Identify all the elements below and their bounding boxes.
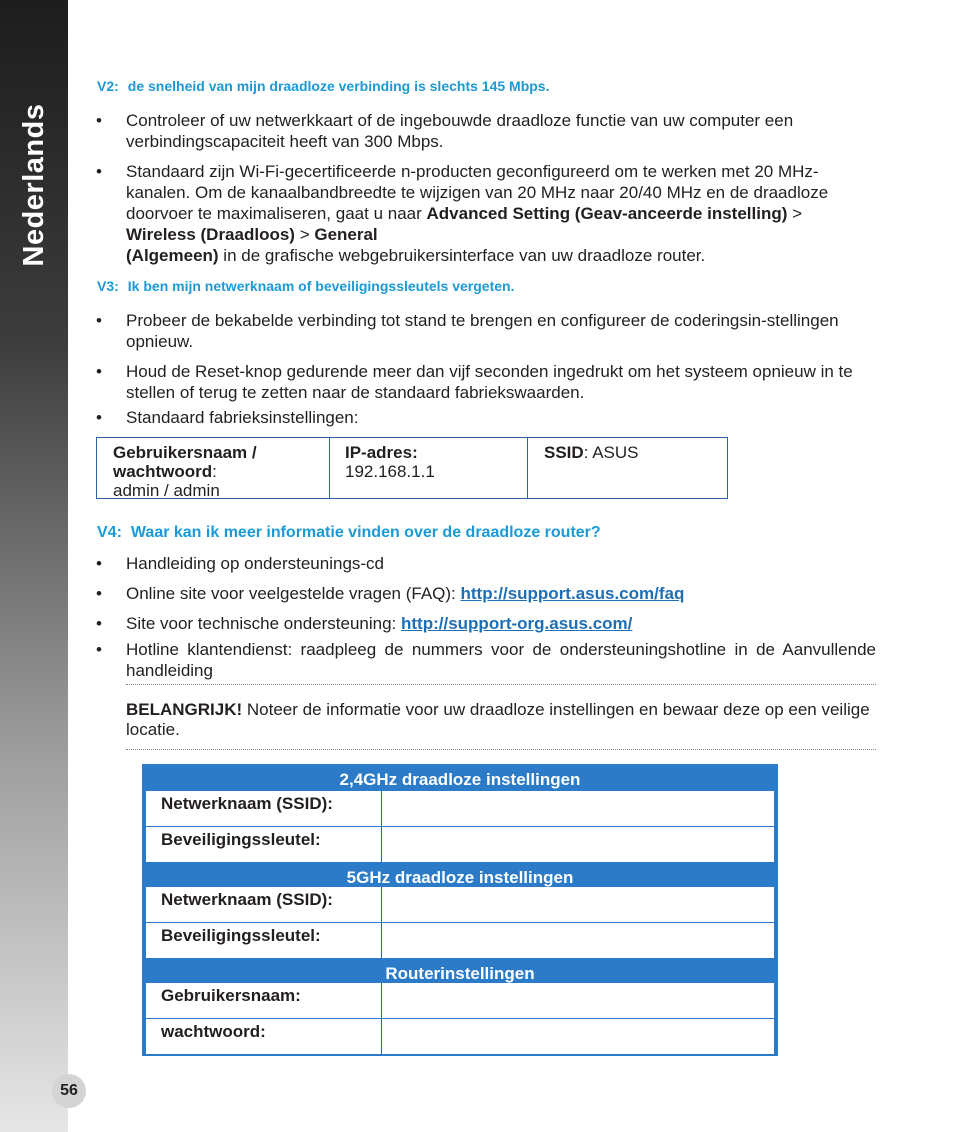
router-pass-label: wachtwoord: [146, 1019, 382, 1054]
question-v3-heading [97, 278, 514, 294]
question-title: de snelheid van mijn draadloze verbinding is slechts 145 Mbps. [127, 78, 550, 94]
important-label: BELANGRIJK! [126, 700, 243, 719]
question-title: Waar kan ik meer informatie vinden over de draadloze router? [130, 524, 601, 541]
bullet-text: Standaard fabrieksinstellingen: [126, 408, 359, 427]
important-note [126, 700, 876, 740]
bullet-text [126, 613, 876, 634]
question-number: V3: [97, 278, 119, 294]
router-user-field[interactable] [382, 983, 774, 1018]
key-24-label: Beveiligingssleutel: [146, 827, 382, 862]
table-row [146, 827, 774, 862]
page-number: 56 [52, 1074, 86, 1108]
bullet-icon: • [96, 640, 102, 659]
table-row [146, 983, 774, 1018]
factory-ip-label: IP-adres: [345, 443, 418, 462]
question-number: V2: [97, 78, 119, 94]
text-segment: in de grafische webgebruikersinterface van uw draadloze router. [218, 246, 706, 265]
bullet-icon: • [96, 554, 102, 573]
table-row [146, 887, 774, 922]
faq-link[interactable]: http://support.asus.com/faq [460, 584, 685, 603]
factory-user-value: admin / admin [113, 481, 220, 500]
factory-ssid-label: SSID [544, 443, 584, 462]
question-number: V4: [97, 524, 122, 541]
menu-path-general: General [314, 225, 378, 244]
question-v2-heading [97, 78, 549, 94]
bullet-icon: • [96, 362, 102, 381]
bullet-icon: • [96, 162, 102, 181]
table-row [146, 791, 774, 826]
key-24-field[interactable] [382, 827, 774, 862]
language-sidebar [0, 0, 68, 1132]
header-router: Routerinstellingen [385, 964, 535, 983]
factory-user-label: Gebruikersnaam / wachtwoord [113, 443, 257, 481]
header-5ghz: 5GHz draadloze instellingen [346, 868, 574, 887]
dotted-divider [126, 684, 876, 685]
factory-ip-value: 192.168.1.1 [345, 462, 435, 481]
factory-ip-cell [329, 438, 528, 498]
table-row [146, 923, 774, 958]
bullet-text [126, 161, 876, 266]
bullet-icon: • [96, 111, 102, 130]
menu-path-advanced: Advanced Setting (Geav-anceerde instelling) [426, 204, 788, 223]
key-5-label: Beveiligingssleutel: [146, 923, 382, 958]
menu-path-general-nl: (Algemeen) [126, 246, 219, 265]
sidebar-language-title: Nederlands [18, 103, 50, 267]
bullet-text: Probeer de bekabelde verbinding tot stand te brengen en configureer de coderingsin-stellingen opnieuw. [126, 311, 839, 351]
wireless-settings-table [142, 764, 778, 1056]
text-segment: Standaard zijn Wi-Fi-gecertificeerde n-producten geconfigureerd om te werken met 20 MHz-kanalen. Om de kanaalbandbreedte te wijzigen van 20 MHz naar 20/40 MHz en de draadloze doorvoer te maximaliseren, gaat u naar [126, 162, 829, 223]
ssid-24-field[interactable] [382, 791, 774, 826]
factory-ssid-value: : ASUS [583, 443, 639, 462]
ssid-5-field[interactable] [382, 887, 774, 922]
key-5-field[interactable] [382, 923, 774, 958]
bullet-icon: • [96, 311, 102, 330]
text-segment: Site voor technische ondersteuning: [126, 614, 402, 633]
support-link[interactable]: http://support-org.asus.com/ [401, 614, 633, 633]
factory-user-cell [97, 438, 330, 498]
ssid-5-label: Netwerknaam (SSID): [146, 887, 382, 922]
important-text: Noteer de informatie voor uw draadloze instellingen en bewaar deze op een veilige locatie. [126, 700, 870, 739]
bullet-icon: • [96, 584, 102, 603]
router-user-label: Gebruikersnaam: [146, 983, 382, 1018]
factory-defaults-table [96, 437, 728, 499]
bullet-icon: • [96, 408, 102, 427]
bullet-text: Houd de Reset-knop gedurende meer dan vijf seconden ingedrukt om het systeem opnieuw in te stellen of terug te zetten naar de standaard fabriekswaarden. [126, 362, 853, 402]
table-row [146, 1019, 774, 1054]
text-segment: Online site voor veelgestelde vragen (FAQ): [126, 584, 461, 603]
colon: : [212, 462, 217, 481]
menu-path-wireless: Wireless (Draadloos) [126, 225, 295, 244]
question-title: Ik ben mijn netwerknaam of beveiligingssleutels vergeten. [127, 278, 515, 294]
path-separator: > [787, 204, 803, 223]
router-pass-field[interactable] [382, 1019, 774, 1054]
bullet-text: Handleiding op ondersteunings-cd [126, 554, 385, 573]
dotted-divider [126, 749, 876, 750]
path-separator: > [294, 225, 315, 244]
header-24ghz: 2,4GHz draadloze instellingen [339, 770, 581, 789]
factory-ssid-cell [528, 438, 727, 498]
bullet-text: Controleer of uw netwerkkaart of de ingebouwde draadloze functie van uw computer een verbindingscapaciteit heeft van 300 Mbps. [126, 111, 794, 151]
bullet-text: Hotline klantendienst: raadpleeg de nummers voor de ondersteuningshotline in de Aanvullende handleiding [126, 640, 876, 680]
bullet-icon: • [96, 614, 102, 633]
question-v4-heading [97, 524, 601, 542]
ssid-24-label: Netwerknaam (SSID): [146, 791, 382, 826]
bullet-text [126, 583, 876, 604]
